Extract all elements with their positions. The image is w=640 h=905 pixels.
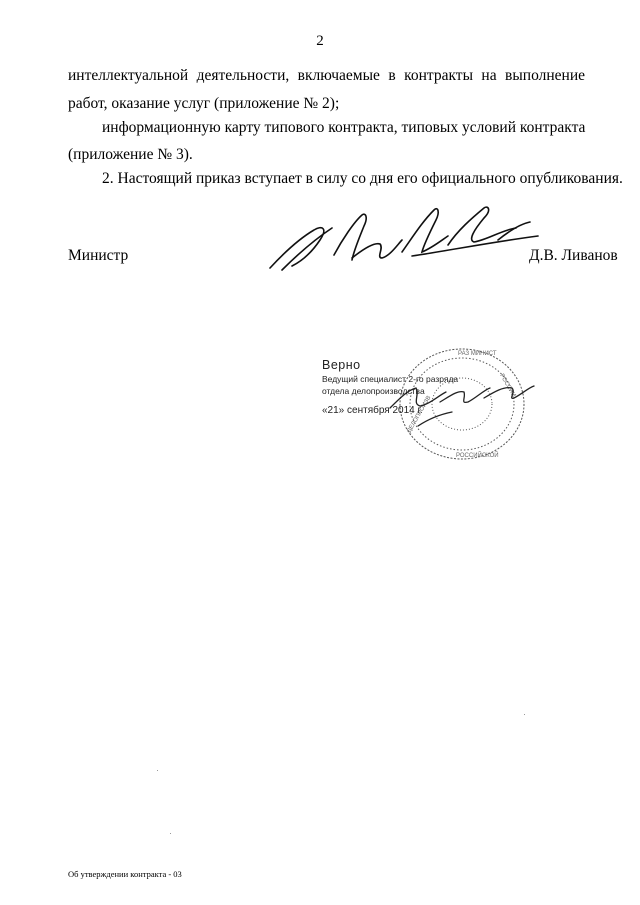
signatory-name: Д.В. Ливанов [529, 247, 618, 264]
scan-speck [157, 770, 158, 771]
certification-title: Верно [322, 358, 361, 372]
scan-speck [170, 833, 171, 834]
svg-text:РОССИИ: РОССИИ [498, 373, 517, 399]
svg-text:РОССИЙСКОЙ: РОССИЙСКОЙ [456, 453, 499, 459]
order-effective-clause: 2. Настоящий приказ вступает в силу со дня его официального опубликования. [102, 170, 623, 187]
svg-text:РАЗ МИНИСТ: РАЗ МИНИСТ [458, 351, 497, 357]
svg-text:ДЕЛОПРОИЗВ: ДЕЛОПРОИЗВ [406, 395, 433, 434]
scan-speck [524, 714, 525, 715]
paragraph-line: информационную карту типового контракта, типовых условий контракта [102, 119, 586, 136]
paragraph-line: интеллектуальной деятельности, включаемые в контракты на выполнение [68, 67, 585, 84]
certification-department: отдела делопроизводства [322, 386, 425, 396]
document-footer: Об утверждении контракта - 03 [68, 869, 182, 879]
signatory-title: Министр [68, 247, 129, 264]
paragraph-line: (приложение № 3). [68, 146, 193, 163]
certification-position: Ведущий специалист 2-го разряда [322, 374, 459, 384]
paragraph-line: работ, оказание услуг (приложение № 2); [68, 95, 340, 112]
page-number: 2 [316, 33, 324, 49]
handwritten-signature [262, 200, 542, 275]
certifier-handwritten-signature [380, 368, 540, 438]
certification-date: «21» сентября 2014 г. [322, 405, 423, 416]
